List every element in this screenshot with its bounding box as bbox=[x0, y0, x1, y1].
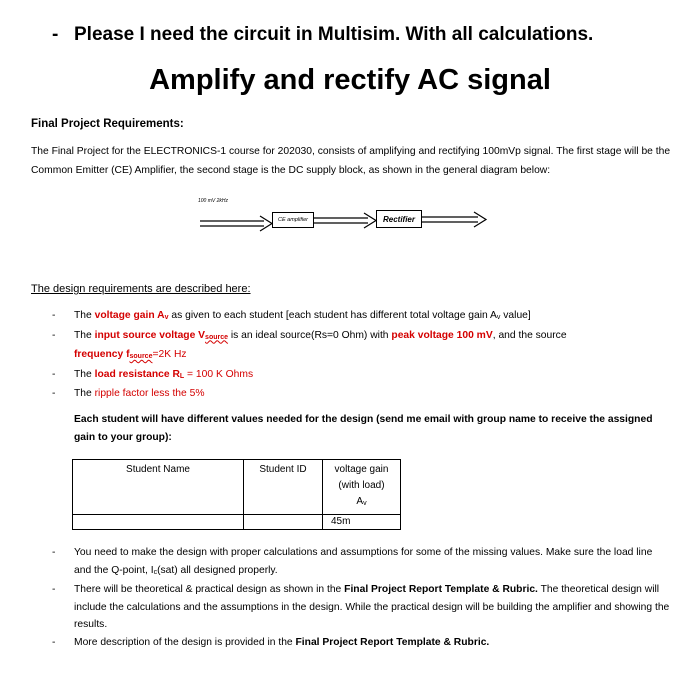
ce-amplifier-block: CE amplifier bbox=[272, 212, 314, 228]
subscript: c bbox=[153, 568, 158, 576]
requirements-heading: Final Project Requirements: bbox=[31, 118, 184, 130]
student-table bbox=[72, 459, 401, 530]
page-title: Amplify and rectify AC signal bbox=[149, 64, 551, 96]
dash-marker: - bbox=[52, 329, 56, 341]
dash-marker: - bbox=[52, 310, 56, 321]
text-run: The bbox=[74, 388, 95, 399]
text-run: The theoretical design will include the calculations and the assumptions in the design. While the practical design will be building the amplifier and showing the results. bbox=[74, 584, 670, 630]
peak-voltage-term: peak voltage 100 mV bbox=[391, 329, 493, 341]
list-item bbox=[52, 581, 672, 634]
load-resistance-value: = 100 K Ohms bbox=[184, 368, 254, 380]
frequency-value: =2K Hz bbox=[152, 349, 187, 360]
signal-label: 100 mV 2kHz bbox=[198, 198, 229, 204]
table-row bbox=[73, 460, 401, 515]
list-item bbox=[52, 327, 672, 366]
dash-marker: - bbox=[52, 388, 56, 399]
request-line bbox=[52, 24, 593, 46]
text-run: , and the source bbox=[492, 329, 567, 341]
list-item bbox=[52, 385, 672, 403]
dash-marker: - bbox=[52, 547, 56, 558]
list-item bbox=[52, 634, 672, 652]
text-run: More description of the design is provided in the bbox=[74, 636, 296, 648]
block-diagram bbox=[196, 198, 496, 238]
additional-notes-list bbox=[52, 544, 672, 651]
template-reference: Final Project Report Template & Rubric. bbox=[344, 584, 538, 595]
text-run: You need to make the design with proper calculations and assumptions for some of the missing values. Make sure the load line and the Q-point, I bbox=[74, 547, 653, 576]
voltage-gain-header: voltage gain (with load) $A_v$ bbox=[323, 460, 401, 515]
input-source-term: input source voltage $V_{source}$ bbox=[94, 329, 229, 341]
middle-arrow-head bbox=[364, 213, 376, 228]
voltage-gain-term: voltage gain $A_v$ bbox=[94, 310, 169, 321]
subscript: v bbox=[496, 314, 501, 321]
text-run: The bbox=[74, 329, 95, 341]
rectifier-block: Rectifier bbox=[376, 210, 422, 228]
dash-marker: - bbox=[52, 24, 59, 45]
template-reference: Final Project Report Template & Rubric. bbox=[295, 636, 490, 648]
requirements-intro: The Final Project for the ELECTRONICS-1 course for 202030, consists of amplifying and rectifying 100mVp signal. The first stage will be the Common Emitter (CE) Amplifier, the second stage is the DC supply block, as shown in the general diagram below: bbox=[31, 146, 671, 176]
dash-marker: - bbox=[52, 584, 56, 595]
list-item bbox=[52, 307, 672, 327]
text-run: as given to each student [each student has different total voltage gain A bbox=[168, 310, 497, 321]
text-run: The bbox=[74, 368, 95, 380]
assignment-note: Each student will have different values needed for the design (send me email with group name to receive the assigned gain to your group): bbox=[74, 414, 653, 443]
frequency-term: frequency $f_{source}$ bbox=[74, 349, 153, 360]
gain-value-cell: 45m bbox=[323, 515, 401, 530]
table-row bbox=[73, 515, 401, 530]
ripple-factor-term: ripple factor less the 5% bbox=[94, 388, 205, 399]
list-item bbox=[52, 366, 672, 386]
request-text: Please I need the circuit in Multisim. With all calculations. bbox=[74, 24, 594, 45]
student-id-header: Student ID bbox=[244, 460, 323, 515]
text-run: is an ideal source(Rs=0 Ohm) with bbox=[228, 329, 392, 341]
dash-marker: - bbox=[52, 368, 56, 380]
student-name-cell[interactable] bbox=[73, 515, 244, 530]
dash-marker: - bbox=[52, 636, 56, 648]
diagram-arrows bbox=[196, 198, 496, 238]
output-arrow-head bbox=[474, 212, 486, 227]
text-run: (sat) all designed properly. bbox=[157, 564, 278, 576]
text-run: value] bbox=[500, 310, 531, 321]
student-name-header: Student Name bbox=[73, 460, 244, 515]
load-resistance-term: load resistance $R_L$ bbox=[94, 368, 185, 380]
input-arrow-head bbox=[260, 216, 272, 231]
text-run: The bbox=[74, 310, 95, 321]
student-id-cell[interactable] bbox=[244, 515, 323, 530]
text-run: There will be theoretical & practical design as shown in the bbox=[74, 584, 345, 595]
list-item bbox=[52, 544, 672, 581]
design-heading: The design requirements are described here: bbox=[31, 283, 251, 295]
design-requirements-list bbox=[52, 307, 672, 403]
